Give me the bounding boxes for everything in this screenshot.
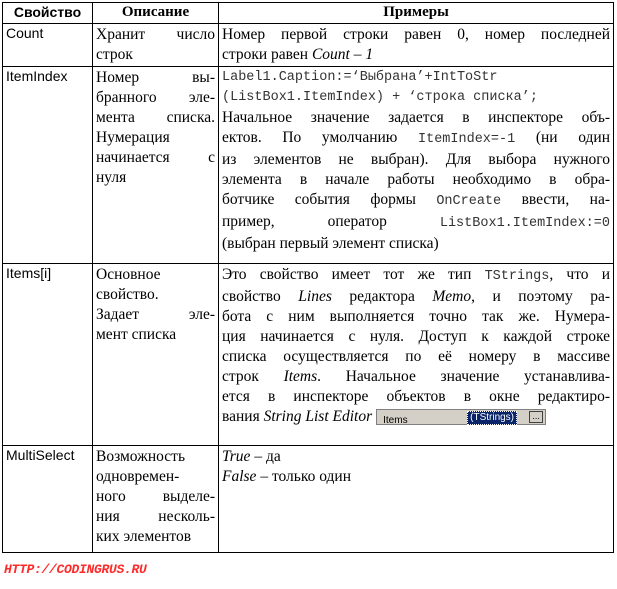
- ex-italic: Items: [283, 368, 318, 385]
- ex-text: пример, оператор: [222, 213, 440, 230]
- ex-line: [222, 447, 610, 467]
- ex-text: ввести, на-: [501, 191, 610, 208]
- desc-line: ного выделе-: [96, 488, 215, 505]
- header-property: Свойство: [3, 3, 93, 24]
- desc-line: Хранит число: [96, 26, 215, 43]
- ex-line: [222, 190, 610, 212]
- ex-text: – да: [250, 448, 281, 465]
- ex-italic: Count – 1: [311, 46, 374, 63]
- ex-line: из элементов не выбран). Для выбора нужного: [222, 151, 610, 168]
- ex-italic: Lines: [298, 288, 332, 305]
- desc-line: начинается с: [96, 149, 215, 166]
- ex-text: свойство: [222, 288, 299, 305]
- site-watermark: HTTP://CODINGRUS.RU: [4, 562, 147, 577]
- ex-line: [222, 407, 610, 427]
- ex-line: [222, 287, 610, 307]
- desc-line: одновремен-: [96, 468, 180, 485]
- ex-italic: String List Editor: [263, 408, 373, 425]
- ex-text: ектов. По умолчанию: [222, 129, 418, 146]
- ex-text: строки равен: [222, 46, 312, 63]
- desc-line: нуля: [96, 169, 127, 186]
- code-line: Label1.Caption:=‘Выбрана’+IntToStr: [222, 70, 498, 85]
- ex-line: ция начинается с нуля. Доступ к каждой строке: [222, 328, 610, 345]
- desc-line: мента списка.: [96, 109, 215, 126]
- ex-italic: Memo: [432, 288, 472, 305]
- row-multiselect: [3, 446, 614, 553]
- ex-text: вания: [222, 408, 264, 425]
- ex-line: списка осуществляется по её номеру в массиве: [222, 348, 610, 365]
- ex-code: ListBox1.ItemIndex:=0: [439, 216, 610, 231]
- ex-text: (ни один: [515, 129, 610, 146]
- desc-line: Нумерация: [96, 129, 170, 146]
- ex-italic: False: [222, 468, 257, 485]
- description-items: [93, 264, 219, 446]
- ex-text: редактора: [331, 288, 433, 305]
- ex-italic: True: [222, 448, 251, 465]
- desc-line: строк: [96, 46, 133, 63]
- desc-line: бранного эле-: [96, 89, 215, 106]
- desc-line: Возможность: [96, 448, 186, 465]
- ex-line: [222, 128, 610, 150]
- ex-line: ется в инспекторе объектов в окне редактиро-: [222, 388, 610, 405]
- ex-line: [222, 45, 610, 65]
- ex-line: бота с ним выполняется точно так же. Нумера-: [222, 308, 610, 325]
- description-count: [93, 24, 219, 67]
- ellipsis-button-icon: ...: [529, 411, 543, 423]
- desc-line: Номер вы-: [96, 69, 215, 86]
- desc-line: ния несколь-: [96, 508, 215, 525]
- editor-property-value: (TStrings): [467, 411, 517, 425]
- ex-text: Это свойство имеет тот же тип: [222, 266, 485, 283]
- row-count: [3, 24, 614, 67]
- ex-line: элемента в начале работы необходимо в обра-: [222, 171, 610, 188]
- ex-text: , что и: [549, 266, 610, 283]
- desc-line: свойство.: [96, 286, 159, 303]
- ex-code: OnCreate: [436, 194, 502, 209]
- ex-line: [222, 367, 610, 387]
- ex-line: Номер первой строки равен 0, номер последней: [222, 26, 610, 43]
- ex-line: [222, 265, 610, 287]
- property-itemindex: ItemIndex: [3, 67, 93, 264]
- description-itemindex: [93, 67, 219, 264]
- string-list-editor-image: [376, 409, 546, 425]
- ex-text: . Начальное значение устанавлива-: [317, 368, 611, 385]
- desc-line: Основное: [96, 266, 161, 283]
- row-items: [3, 264, 614, 446]
- ex-code: TStrings: [484, 269, 550, 284]
- property-items: Items[i]: [3, 264, 93, 446]
- header-row: [3, 3, 614, 24]
- example-itemindex: [219, 67, 614, 264]
- ex-text: – только один: [256, 468, 352, 485]
- description-multiselect: [93, 446, 219, 553]
- desc-line: мент списка: [96, 326, 177, 343]
- ex-line: [222, 467, 610, 487]
- header-description: Описание: [93, 3, 219, 24]
- desc-line: ких элементов: [96, 528, 192, 545]
- property-multiselect: MultiSelect: [3, 446, 93, 553]
- example-multiselect: [219, 446, 614, 553]
- row-itemindex: [3, 67, 614, 264]
- ex-line: (выбран первый элемент списка): [222, 235, 439, 252]
- ex-line: Начальное значение задается в инспекторе объ-: [222, 109, 610, 126]
- desc-line: Задает эле-: [96, 306, 215, 323]
- ex-code: ItemIndex=-1: [418, 132, 516, 147]
- code-line: (ListBox1.ItemIndex) + ‘строка списка’;: [222, 90, 538, 105]
- example-items: [219, 264, 614, 446]
- ex-text: строк: [222, 368, 284, 385]
- header-examples: Примеры: [219, 3, 614, 24]
- property-count: Count: [3, 24, 93, 67]
- ex-text: , и поэтому ра-: [471, 288, 611, 305]
- example-count: [219, 24, 614, 67]
- editor-property-name: Items: [383, 415, 408, 427]
- ex-line: [222, 212, 610, 234]
- properties-table: [2, 2, 614, 553]
- ex-text: ботчике события формы: [222, 191, 437, 208]
